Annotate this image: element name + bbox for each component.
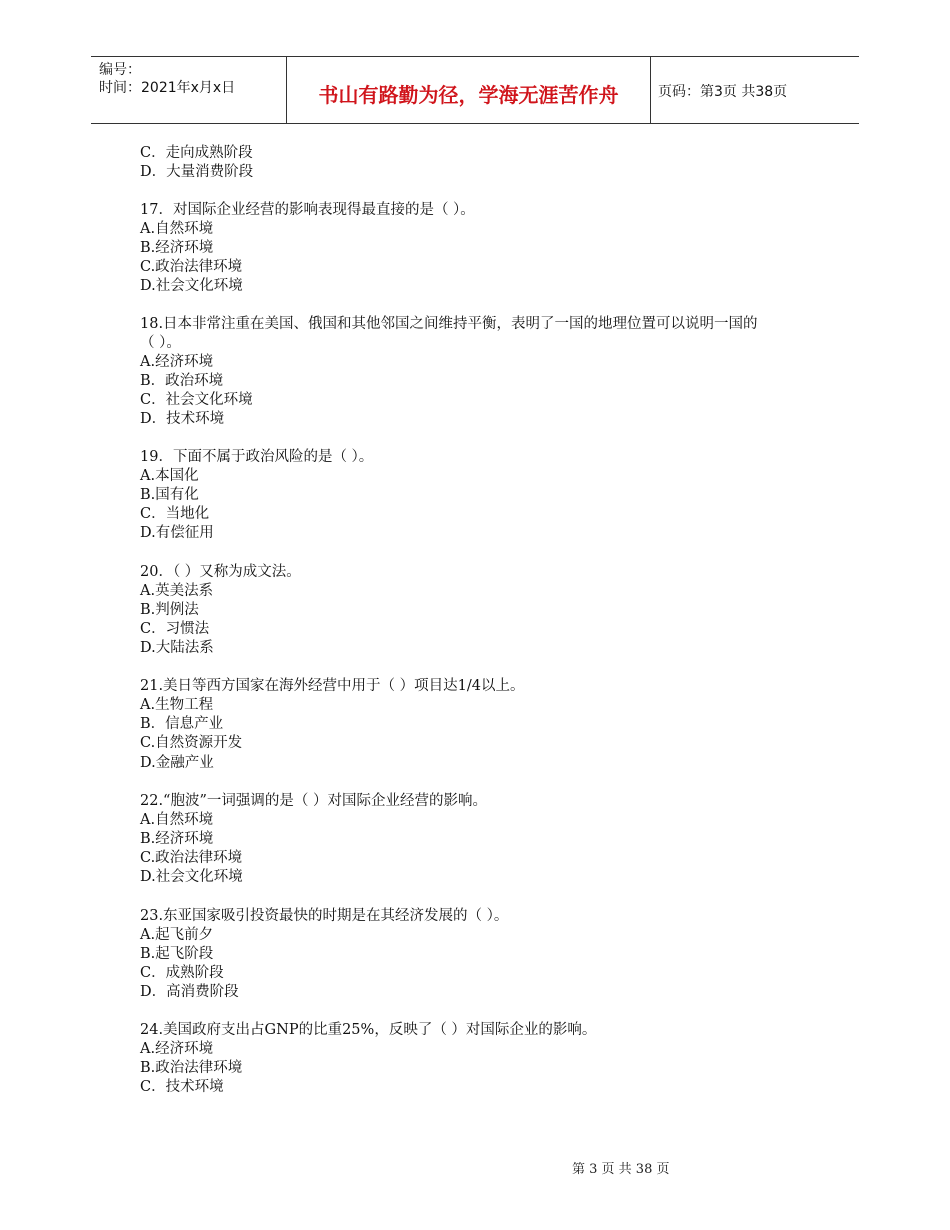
option-line: A.起飞前夕 bbox=[140, 927, 214, 943]
option-line: C．当地化 bbox=[140, 506, 210, 522]
option-line: B.经济环境 bbox=[140, 831, 214, 847]
option-line: D.有偿征用 bbox=[140, 525, 214, 541]
header-table bbox=[91, 56, 859, 124]
option-line: C．成熟阶段 bbox=[140, 965, 224, 981]
option-line: D.社会文化环境 bbox=[140, 278, 243, 294]
header-page-cell bbox=[650, 57, 859, 123]
option-line: A.自然环境 bbox=[140, 812, 214, 828]
question-text: 18.日本非常注重在美国、俄国和其他邻国之间维持平衡，表明了一国的地理位置可以说明一国的 bbox=[140, 316, 758, 332]
option-line: C.政治法律环境 bbox=[140, 259, 243, 275]
text-line: C．走向成熟阶段 bbox=[140, 145, 253, 161]
question-text: 24.美国政府支出占GNP的比重25%，反映了（ ）对国际企业的影响。 bbox=[140, 1022, 597, 1038]
option-line: C.自然资源开发 bbox=[140, 735, 243, 751]
option-line: C．习惯法 bbox=[140, 621, 210, 637]
option-line: B.经济环境 bbox=[140, 240, 214, 256]
option-line: D.社会文化环境 bbox=[140, 869, 243, 885]
option-line: B.起飞阶段 bbox=[140, 946, 214, 962]
option-line: A.英美法系 bbox=[140, 583, 214, 599]
option-line: A.本国化 bbox=[140, 468, 199, 484]
question-text: 21.美日等西方国家在海外经营中用于（ ）项目达1/4以上。 bbox=[140, 678, 525, 694]
question-text: （ ）。 bbox=[140, 335, 181, 351]
page-footer: 第 3 页 共 38 页 bbox=[572, 1162, 670, 1177]
question-text: 23.东亚国家吸引投资最快的时期是在其经济发展的（ ）。 bbox=[140, 908, 509, 924]
option-line: C.政治法律环境 bbox=[140, 850, 243, 866]
header-motto-cell bbox=[286, 57, 651, 123]
option-line: B.国有化 bbox=[140, 487, 199, 503]
option-line: D．高消费阶段 bbox=[140, 984, 239, 1000]
time-label: 时间：2021年x月x日 bbox=[99, 80, 236, 96]
option-line: C．技术环境 bbox=[140, 1079, 224, 1095]
option-line: C．社会文化环境 bbox=[140, 392, 253, 408]
text-line: D．大量消费阶段 bbox=[140, 164, 254, 180]
option-line: D．技术环境 bbox=[140, 411, 225, 427]
option-line: B.判例法 bbox=[140, 602, 199, 618]
option-line: B．信息产业 bbox=[140, 716, 224, 732]
question-text: 17．对国际企业经营的影响表现得最直接的是（ ）。 bbox=[140, 202, 475, 218]
header-info-cell bbox=[91, 57, 286, 123]
question-text: 20．（ ）又称为成文法。 bbox=[140, 564, 301, 580]
question-text: 22.“胞波”一词强调的是（ ）对国际企业经营的影响。 bbox=[140, 793, 487, 809]
option-line: B．政治环境 bbox=[140, 373, 224, 389]
motto: 书山有路勤为径，学海无涯苦作舟 bbox=[318, 83, 619, 107]
question-text: 19．下面不属于政治风险的是（ ）。 bbox=[140, 449, 374, 465]
option-line: A.生物工程 bbox=[140, 697, 214, 713]
option-line: D.大陆法系 bbox=[140, 640, 214, 656]
option-line: A.自然环境 bbox=[140, 221, 214, 237]
option-line: A.经济环境 bbox=[140, 354, 214, 370]
option-line: D.金融产业 bbox=[140, 755, 214, 771]
option-line: B.政治法律环境 bbox=[140, 1060, 243, 1076]
page-code: 页码：第3页 共38页 bbox=[658, 84, 788, 100]
number-label: 编号： bbox=[99, 62, 141, 78]
option-line: A.经济环境 bbox=[140, 1041, 214, 1057]
